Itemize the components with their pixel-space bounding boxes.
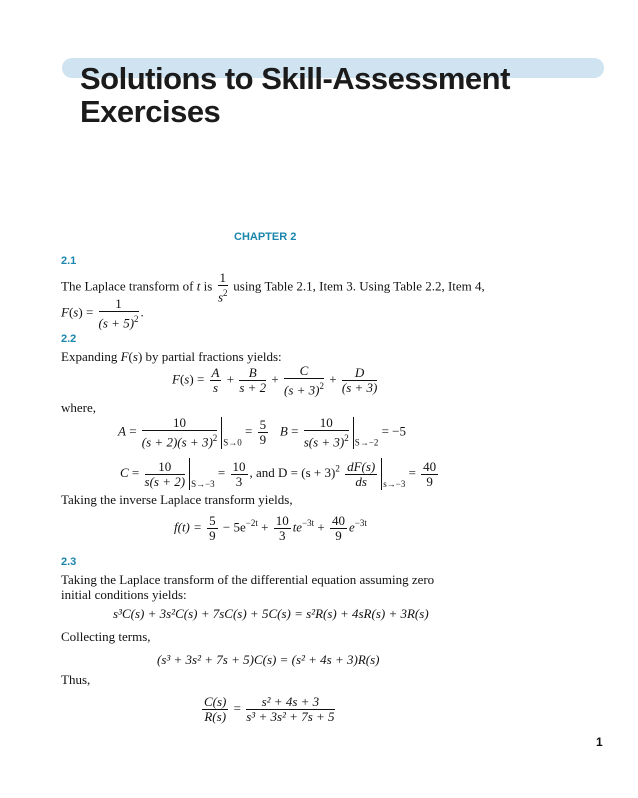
s22-intro: Expanding F(s) by partial fractions yields: [61,349,282,364]
s23-intro: Taking the Laplace transform of the differential equation assuming zero initial conditions yields: [61,572,435,602]
s22-A-B: A = $\frac{10}{(s + 2)(s + 3)^2}$ $_{S\to 0}$ = $\frac{5}{9}$ B = $\frac{10}{s(s + 3)^2}$ $_{S\to-2}$ = −5 [118,415,407,450]
section-label-2-3: 2.3 [61,556,77,568]
page-number: 1 [596,735,603,749]
s22-partial-fractions: F(s) = $\frac{A}{s}$ + $\frac{B}{s + 2}$ + $\frac{C}{(s + 3)^2}$ + $\frac{D}{(s + 3)}$ [172,363,378,398]
s23-transfer-function: $\frac{C(s)}{R(s)}$ = $\frac{\text{s² + 4s + 3}}{\text{s³ + 3s² + 7s + 5}}$ [204,694,335,724]
section-label-2-1: 2.1 [61,255,77,267]
s22-ft-equation: f(t) = $\frac{5}{9}$ − $5e^{-2t}$ + $\frac{10}{3}$ $te^{-3t}$ + $\frac{40}{9}$ $e^{-3t}$ [174,513,367,543]
chapter-heading: CHAPTER 2 [234,231,297,243]
s22-inverse-text: Taking the inverse Laplace transform yields, [61,492,293,507]
section-label-2-2: 2.2 [61,333,77,345]
s21-equation: F(s) = $\frac{1}{(s + 5)^2}$ . [61,296,144,331]
s22-C-D: C = $\frac{10}{s(s + 2)}$ $_{S\to-3}$ = $\frac{10}{3}$ , and $D = (s + 3)^2$ $\frac{dF(s)}{ds}$ $_{s\to-3}$ = $\frac{40}{9}$ [120,458,437,489]
s23-collect-text: Collecting terms, [61,629,151,644]
s23-eq2: (s³ + 3s² + 7s + 5)C(s) = (s² + 4s + 3)R(s) [157,652,380,667]
s23-thus-text: Thus, [61,672,91,687]
s21-text: The Laplace transform of t is $\frac{1}{s^2}$ using Table 2.1, Item 3. Using Table 2.2, Item 4, [61,270,485,305]
s23-eq1: s³C(s) + 3s²C(s) + 7sC(s) + 5C(s) = s²R(s) + 4sR(s) + 3R(s) [113,606,429,621]
s22-where: where, [61,400,97,415]
page-title: Solutions to Skill-Assessment Exercises [80,61,510,129]
